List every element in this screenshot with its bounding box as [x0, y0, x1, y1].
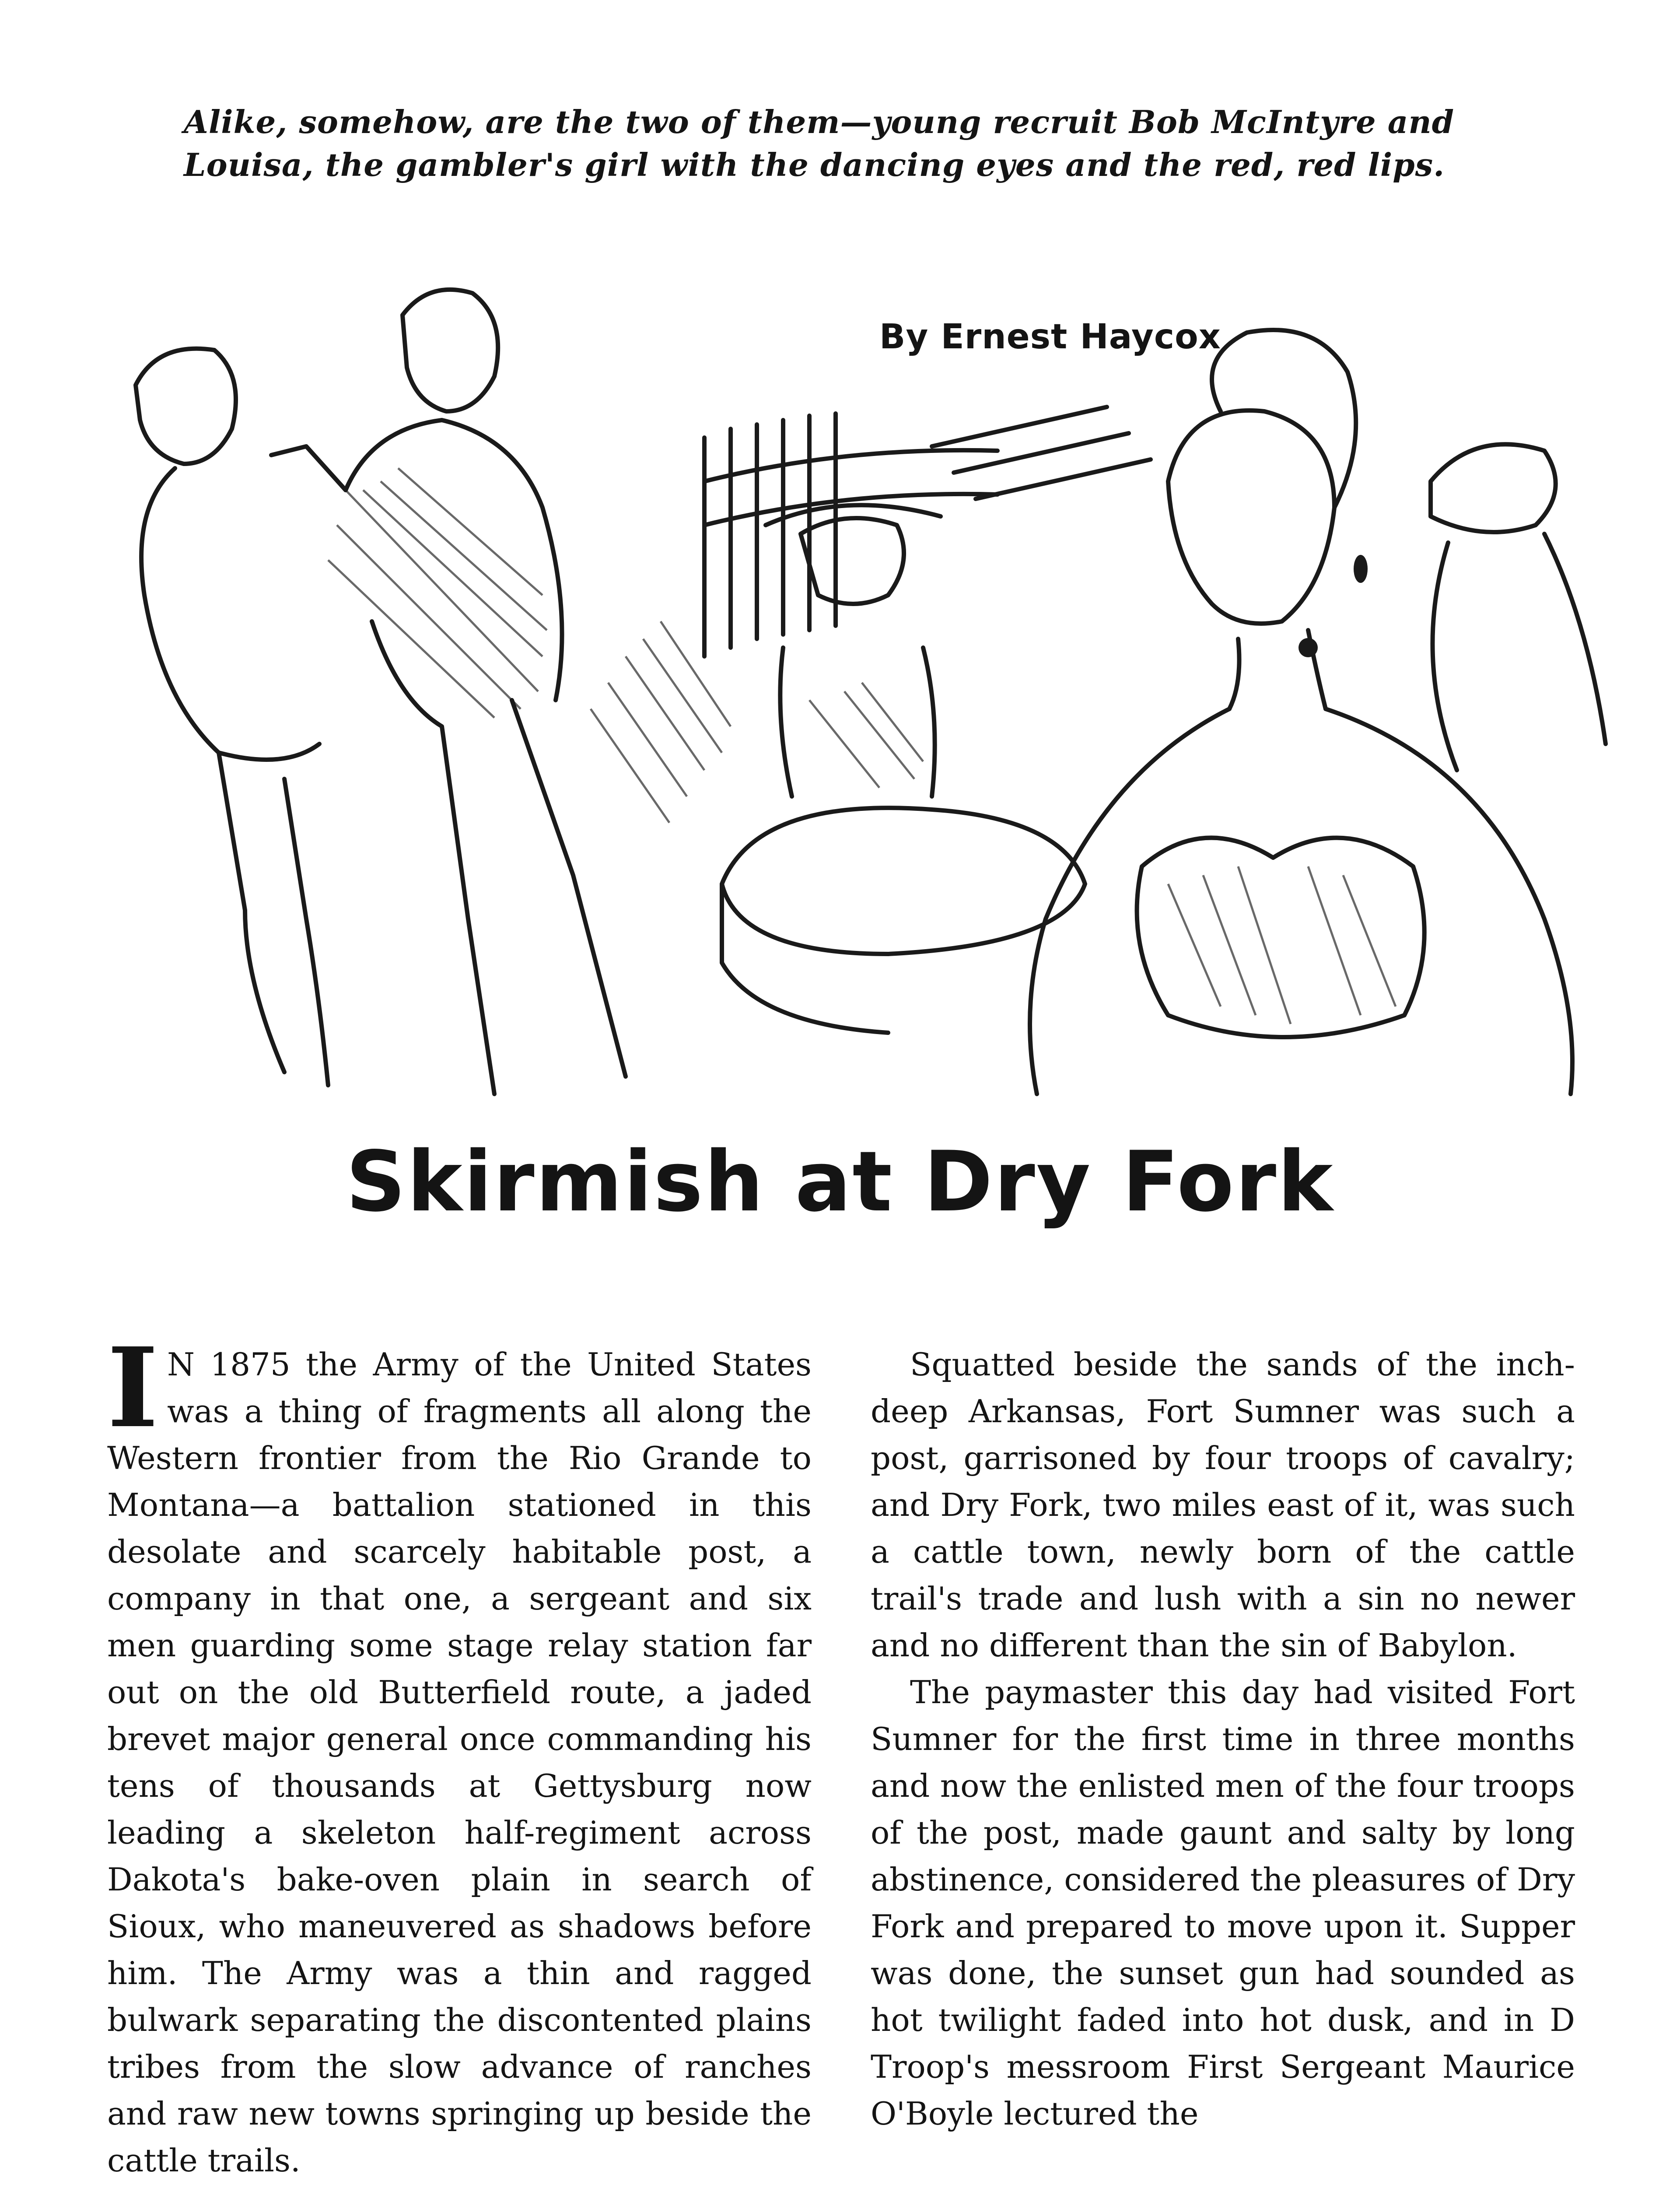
story-illustration [101, 263, 1641, 1120]
text-column-left [107, 1323, 812, 2184]
byline: By Ernest Haycox [879, 317, 1221, 357]
story-blurb: Alike, somehow, are the two of them—young recruit Bob McIntyre and Louisa, the gambler's girl with the dancing eyes and the red, red lips. [184, 103, 1455, 183]
paragraph: The paymaster this day had visited Fort Sumner for the first time in three months and now the enlisted men of the four troops of the post, made gaunt and salty by long abstinence, considered the pleasures of Dry Fork and prepared to move upon it. Supper was done, the sunset gun had sounded as hot twilight faded into hot dusk, and in D Troop's messroom First Sergeant Maurice O'Boyle lectured the [871, 1674, 1575, 2132]
paragraph: Squatted beside the sands of the inch-deep Arkansas, Fort Sumner was such a post, garrisoned by four troops of cavalry; and Dry Fork, two miles east of it, was such a cattle town, newly born of the cattle trail's trade and lush with a sin no newer and no different than the sin of Babylon. [871, 1346, 1575, 1664]
paragraph [107, 1323, 812, 2184]
text-column-right [871, 1341, 1575, 2137]
drop-cap: I [107, 1323, 158, 1452]
story-title: Skirmish at Dry Fork [346, 1133, 1334, 1230]
paragraph-text: N 1875 the Army of the United States was a thing of fragments all along the Western frontier from the Rio Grande to Montana—a battalion stationed in this desolate and scarcely habitable post, a company in that one, a sergeant and six men guarding some stage relay station far out on the old Butterfield route, a jaded brevet major general once commanding his tens of thousands at Gettysburg now leading a skeleton half-regiment across Dakota's bake-oven plain in search of Sioux, who maneuvered as shadows before him. The Army was a thin and ragged bulwark separating the discontented plains tribes from the slow advance of ranches and raw new towns springing up beside the cattle trails. [107, 1346, 812, 2179]
